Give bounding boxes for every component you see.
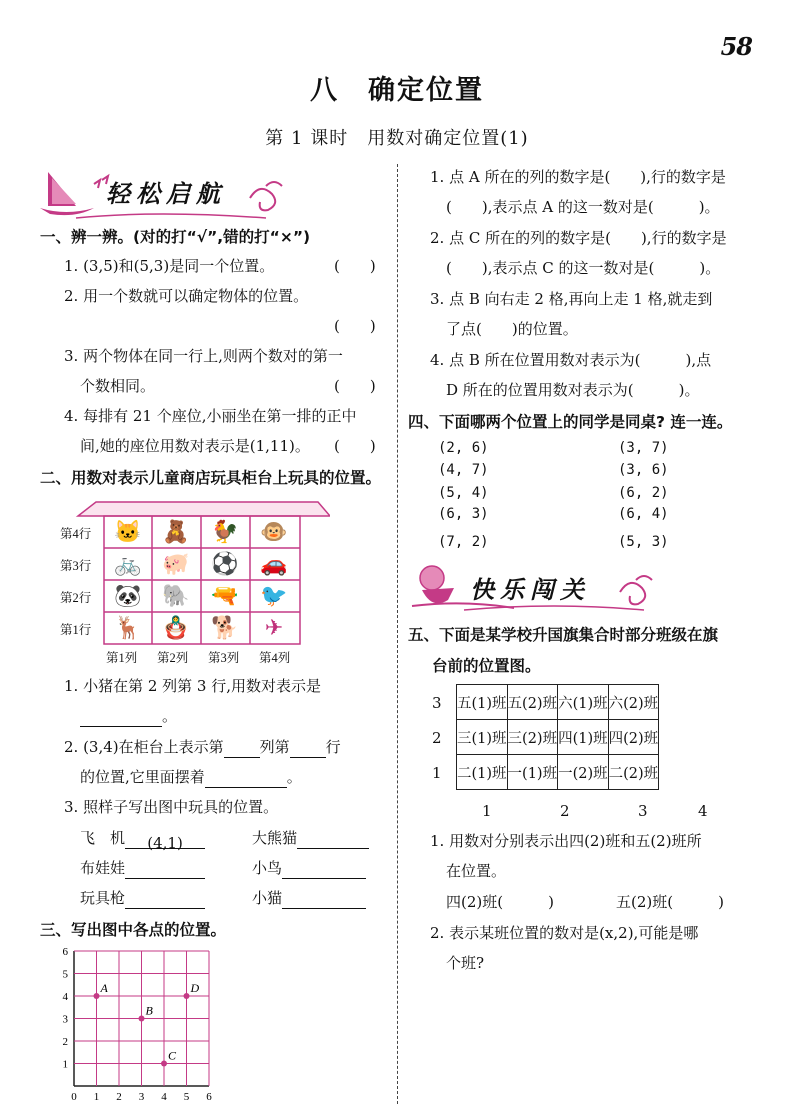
r-q3-line2: 了点( )的位置。 bbox=[446, 320, 578, 338]
x-tick-label: 4 bbox=[161, 1091, 167, 1103]
toy-gun-row: 玩具枪 bbox=[80, 887, 205, 909]
doll-2-toy-icon: 🪆 bbox=[162, 615, 190, 641]
s5-q1-line2: 在位置。 bbox=[446, 862, 507, 880]
s2-q2-blank-col[interactable] bbox=[224, 741, 260, 758]
page-title: 八 确定位置 bbox=[310, 75, 484, 106]
toy-cat-row: 小猫 bbox=[252, 887, 366, 909]
left-pair-2[interactable]: (4, 7) bbox=[438, 462, 489, 478]
r-q2-line1: 2. 点 C 所在的列的数字是( ),行的数字是 bbox=[430, 229, 727, 247]
toy-doll-row: 布娃娃 bbox=[80, 857, 205, 879]
banner-easy-start bbox=[36, 166, 296, 222]
rooster-toy-icon: 🐓 bbox=[211, 519, 239, 545]
doll-blank[interactable] bbox=[125, 862, 205, 879]
point-d bbox=[184, 993, 190, 999]
s1-q2: 2. 用一个数就可以确定物体的位置。 bbox=[64, 287, 309, 305]
left-pair-5[interactable]: (7, 2) bbox=[438, 534, 489, 550]
cell-4-1: 二(2)班 bbox=[608, 755, 659, 790]
y-tick-label: 1 bbox=[62, 1058, 68, 1071]
column-divider bbox=[397, 164, 398, 1104]
section-4-heading: 四、下面哪两个位置上的同学是同桌? 连一连。 bbox=[408, 413, 733, 431]
s2-q1-line2: 。 bbox=[80, 705, 177, 727]
s5-q2-line2: 个班? bbox=[446, 954, 485, 972]
row-label-4: 第4行 bbox=[60, 527, 92, 541]
s5-q1-answer-42[interactable]: 四(2)班( ) bbox=[446, 893, 554, 911]
cell-3-2: 四(1)班 bbox=[558, 720, 609, 755]
section-3-heading: 三、写出图中各点的位置。 bbox=[40, 921, 227, 939]
r-q2-line2: ( ),表示点 C 的这一数对是( )。 bbox=[446, 259, 721, 277]
point-label-c: C bbox=[168, 1048, 177, 1063]
section-1-heading: 一、辨一辨。(对的打“√”,错的打“×”) bbox=[40, 228, 311, 246]
section-5-heading-1: 五、下面是某学校升国旗集合时部分班级在旗 bbox=[408, 626, 719, 644]
col-label-2: 第2列 bbox=[157, 651, 189, 665]
monkey-toy-icon: 🐵 bbox=[260, 519, 288, 545]
point-a bbox=[94, 993, 100, 999]
y-tick-label: 3 bbox=[62, 1013, 68, 1026]
right-pair-3[interactable]: (6, 2) bbox=[618, 485, 669, 501]
col-label-1: 第1列 bbox=[106, 651, 138, 665]
class-table bbox=[456, 684, 659, 790]
grid-row-label-1: 1 bbox=[432, 764, 442, 782]
right-pair-2[interactable]: (3, 6) bbox=[618, 462, 669, 478]
section-2-heading: 二、用数对表示儿童商店玩具柜台上玩具的位置。 bbox=[40, 469, 382, 487]
cell-1-3: 五(1)班 bbox=[457, 685, 508, 720]
s5-q1-answer-52[interactable]: 五(2)班( ) bbox=[616, 893, 724, 911]
banner-title-2: 快乐闯关 bbox=[470, 575, 590, 604]
point-label-d: D bbox=[190, 981, 200, 995]
gun-blank[interactable] bbox=[125, 892, 205, 909]
grid-col-label-3: 3 bbox=[638, 802, 648, 820]
table-row bbox=[457, 755, 659, 790]
s2-q3: 3. 照样子写出图中玩具的位置。 bbox=[64, 798, 279, 816]
s1-q3-line1: 3. 两个物体在同一行上,则两个数对的第一 bbox=[64, 347, 343, 365]
cell-1-1: 二(1)班 bbox=[457, 755, 508, 790]
cell-4-2: 四(2)班 bbox=[608, 720, 659, 755]
bird-blank[interactable] bbox=[282, 862, 366, 879]
cell-3-3: 六(1)班 bbox=[558, 685, 609, 720]
pig-toy-icon: 🐖 bbox=[162, 551, 190, 577]
left-pair-1[interactable]: (2, 6) bbox=[438, 440, 489, 456]
s1-q2-answer[interactable]: ( ) bbox=[334, 317, 376, 335]
y-tick-label: 6 bbox=[62, 946, 68, 958]
point-b bbox=[139, 1016, 145, 1022]
s1-q4-line1: 4. 每排有 21 个座位,小丽坐在第一排的正中 bbox=[64, 407, 357, 425]
x-tick-label: 2 bbox=[116, 1091, 122, 1103]
r-q4-line1: 4. 点 B 所在位置用数对表示为( ),点 bbox=[430, 351, 712, 369]
toy-bird-row: 小鸟 bbox=[252, 857, 366, 879]
point-label-b: B bbox=[145, 1003, 153, 1018]
toy-airplane-row: 飞 机 (4,1) bbox=[80, 827, 205, 849]
grid-row-label-3: 3 bbox=[432, 694, 442, 712]
point-c bbox=[161, 1061, 167, 1067]
r-q3-line1: 3. 点 B 向右走 2 格,再向上走 1 格,就走到 bbox=[430, 290, 713, 308]
col-label-3: 第3列 bbox=[208, 651, 240, 665]
panda-toy-icon: 🐼 bbox=[114, 583, 142, 609]
row-label-2: 第2行 bbox=[60, 591, 92, 605]
table-row bbox=[457, 685, 659, 720]
s2-q1-line1: 1. 小猪在第 2 列第 3 行,用数对表示是 bbox=[64, 677, 322, 695]
y-tick-label: 5 bbox=[62, 968, 68, 981]
s5-q1-line1: 1. 用数对分别表示出四(2)班和五(2)班所 bbox=[430, 832, 702, 850]
grid-col-label-1: 1 bbox=[482, 802, 492, 820]
s2-q2-blank-toy[interactable] bbox=[205, 771, 287, 788]
col-label-4: 第4列 bbox=[259, 651, 291, 665]
grid-col-label-4: 4 bbox=[698, 802, 708, 820]
lesson-subtitle: 第 1 课时 用数对确定位置(1) bbox=[265, 128, 529, 149]
s1-q3-answer[interactable]: ( ) bbox=[334, 377, 376, 395]
toy-shelf-figure bbox=[60, 498, 330, 668]
page-number: 58 bbox=[720, 32, 752, 61]
cell-2-3: 五(2)班 bbox=[507, 685, 558, 720]
x-tick-label: 6 bbox=[206, 1091, 212, 1103]
airplane-toy-icon: ✈ bbox=[264, 615, 284, 641]
s1-q4-answer[interactable]: ( ) bbox=[334, 437, 376, 455]
cell-2-1: 一(1)班 bbox=[507, 755, 558, 790]
dog-toy-icon: 🐕 bbox=[211, 615, 239, 641]
x-tick-label: 0 bbox=[71, 1091, 77, 1103]
y-tick-label: 4 bbox=[62, 991, 68, 1003]
s2-q2-line1: 2. (3,4)在柜台上表示第 列第 行 bbox=[64, 738, 341, 756]
bicycle-toy-icon: 🚲 bbox=[114, 551, 142, 577]
y-tick-label: 2 bbox=[62, 1036, 68, 1048]
x-tick-label: 5 bbox=[183, 1091, 190, 1103]
left-pair-3[interactable]: (5, 4) bbox=[438, 485, 489, 501]
football-toy-icon: ⚽ bbox=[211, 551, 239, 577]
deer-toy-icon: 🦌 bbox=[114, 615, 142, 641]
banner-happy-challenge bbox=[404, 560, 674, 616]
section-5-heading-2: 台前的位置图。 bbox=[432, 657, 541, 675]
right-pair-5[interactable]: (5, 3) bbox=[618, 534, 669, 550]
panda-blank[interactable] bbox=[297, 832, 369, 849]
cell-2-2: 三(2)班 bbox=[507, 720, 558, 755]
bird-toy-icon: 🐦 bbox=[260, 583, 288, 609]
cat-blank[interactable] bbox=[282, 892, 366, 909]
left-pair-4[interactable]: (6, 3) bbox=[438, 506, 489, 522]
s2-q1-blank[interactable] bbox=[80, 710, 162, 727]
s1-q4-line2: 间,她的座位用数对表示是(1,11)。 bbox=[80, 437, 310, 455]
x-tick-label: 3 bbox=[138, 1091, 145, 1103]
toy-panda-row: 大熊猫 bbox=[252, 827, 369, 849]
cell-1-2: 三(1)班 bbox=[457, 720, 508, 755]
s2-q2-blank-row[interactable] bbox=[290, 741, 326, 758]
car-toy-icon: 🚗 bbox=[260, 551, 288, 577]
airplane-example: (4,1) bbox=[125, 832, 205, 849]
cell-3-1: 一(2)班 bbox=[558, 755, 609, 790]
s2-q2-line2: 的位置,它里面摆着 。 bbox=[80, 768, 302, 786]
banner-title-1: 轻松启航 bbox=[106, 179, 226, 208]
coordinate-grid bbox=[54, 946, 224, 1104]
row-label-1: 第1行 bbox=[60, 623, 92, 637]
right-pair-4[interactable]: (6, 4) bbox=[618, 506, 669, 522]
row-label-3: 第3行 bbox=[60, 559, 92, 573]
r-q4-line2: D 所在的位置用数对表示为( )。 bbox=[446, 381, 700, 399]
r-q1-line1: 1. 点 A 所在的列的数字是( ),行的数字是 bbox=[430, 168, 726, 186]
cat-toy-icon: 🐱 bbox=[114, 519, 142, 545]
right-pair-1[interactable]: (3, 7) bbox=[618, 440, 669, 456]
grid-row-label-2: 2 bbox=[432, 729, 442, 747]
s1-q3-line2: 个数相同。 bbox=[80, 377, 156, 395]
s1-q1: 1. (3,5)和(5,3)是同一个位置。 bbox=[64, 257, 275, 275]
table-row bbox=[457, 720, 659, 755]
s1-q1-answer[interactable]: ( ) bbox=[334, 257, 376, 275]
x-tick-label: 1 bbox=[93, 1091, 100, 1103]
s5-q2-line1: 2. 表示某班位置的数对是(x,2),可能是哪 bbox=[430, 924, 699, 942]
grid-col-label-2: 2 bbox=[560, 802, 570, 820]
elephant-toy-icon: 🐘 bbox=[162, 583, 190, 609]
doll-toy-icon: 🧸 bbox=[162, 519, 190, 545]
point-label-a: A bbox=[100, 981, 108, 995]
toy-gun-icon: 🔫 bbox=[211, 583, 239, 609]
r-q1-line2: ( ),表示点 A 的这一数对是( )。 bbox=[446, 198, 720, 216]
cell-4-3: 六(2)班 bbox=[608, 685, 659, 720]
